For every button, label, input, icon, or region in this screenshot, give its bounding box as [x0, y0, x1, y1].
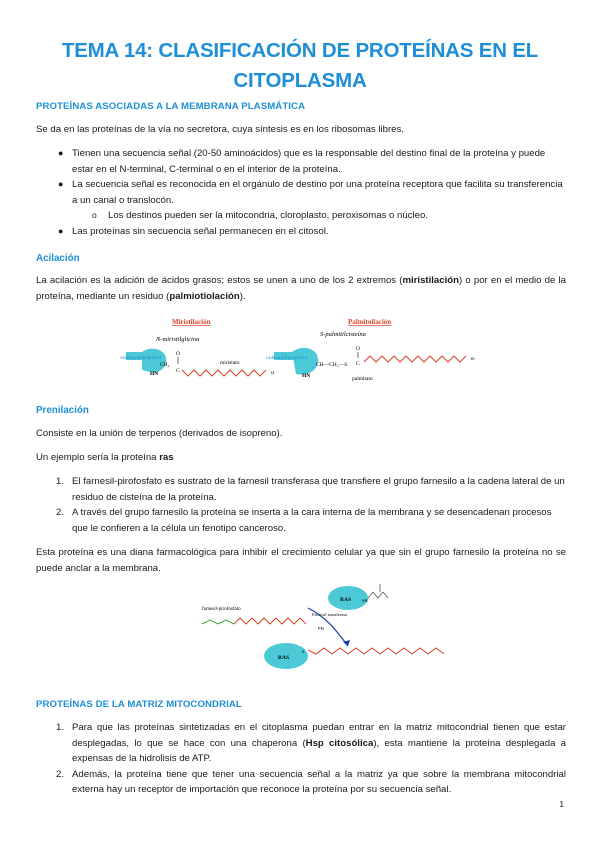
numbered-list-prenilacion: [36, 474, 566, 536]
pyrophosphate-shape: [202, 620, 234, 624]
list-item: 2. A través del grupo farnesilo la proteína se inserta a la cara interna de la membrana y se desencadenan procesos que le confieren a la célula un fenotipo canceroso.: [56, 507, 552, 534]
miristilacion-title: Miristilación: [172, 318, 211, 326]
enzyme-label: Farnesil transferasa: [312, 612, 348, 617]
page-title: TEMA 14: CLASIFICACIÓN DE PROTEÍNAS EN EL CITOPLASMA: [61, 39, 539, 92]
paragraph-prenilacion-1: Consiste en la unión de terpenos (derivados de isopreno).: [36, 428, 283, 439]
ppi-label: PPi: [318, 626, 325, 631]
paragraph-prenilacion-2: Un ejemplo sería la proteína ras: [36, 452, 174, 463]
bullet-list-membrana: [36, 146, 566, 239]
acylation-figure: [120, 312, 490, 392]
n16-label: 16: [470, 356, 475, 361]
palmitate-chain-shape: [364, 356, 466, 362]
circle-bullet-icon: o: [92, 210, 97, 220]
section-heading-membrana: PROTEÍNAS ASOCIADAS A LA MEMBRANA PLASMÁTICA: [36, 101, 306, 112]
o-left-label: O: [176, 351, 180, 357]
page-number: 1: [559, 800, 564, 809]
list-item: 1. Para que las proteínas sintetizadas en el citoplasma puedan entrar en la matriz mitocondrial tienen que estar desplegadas, lo que se hace con una chaperona (Hsp citosólica), esta mantiene la proteína desplegada a expensas de la hidrolisis de ATP.: [56, 722, 567, 764]
ch2-left-label: CH₂: [160, 362, 170, 368]
section-heading-matriz: PROTEÍNAS DE LA MATRIZ MITOCONDRIAL: [36, 699, 242, 710]
ras-top-label: RAS: [340, 597, 352, 603]
prenylation-figure: [198, 578, 478, 672]
subheading-acilacion: Acilación: [36, 253, 80, 264]
farnesyl-chain-bottom-shape: [308, 648, 444, 654]
s-label: S: [302, 649, 305, 654]
bond-right-label: CH—CH₂—S: [316, 362, 348, 368]
n-miristilglicina-label: N-miristilglicina: [156, 336, 200, 343]
sh-label: SH: [362, 598, 368, 603]
myristate-chain-shape: [182, 370, 266, 376]
polypeptide-chain-right-shape: [292, 348, 318, 375]
subheading-prenilacion: Prenilación: [36, 405, 89, 416]
hn-right-label: HN: [302, 373, 311, 379]
c-left-label: C: [176, 368, 180, 374]
hn-left-label: HN: [150, 371, 159, 377]
palmitoilacion-title: Palmitoilación: [348, 318, 392, 326]
farnesyl-chain-top-shape: [234, 618, 306, 624]
miristato-label: miristato: [220, 360, 240, 366]
bullet-icon: ●: [58, 225, 64, 236]
bullet-icon: ●: [58, 179, 64, 189]
paragraph-prenilacion-3: Esta proteína es una diana farmacológica para inhibir el crecimiento celular ya que sin el grupo farnesilo la proteína no se puede anclar a la membrana.: [36, 547, 566, 574]
paragraph-acilacion: La acilación es la adición de ácidos grasos; estos se unen a uno de los 2 extremos (miristilación) o por en el medio de la proteína, mediante un residuo (palmiotiolación).: [36, 275, 566, 302]
cadena-right-label: cadena polipeptídica: [266, 356, 308, 361]
list-item: 2. Además, la proteína tiene que tener una secuencia señal a la matriz ya que sobre la membrana mitocondrial externa hay un receptor de importación que reconoce la proteína por su secuencia señal.: [56, 768, 566, 795]
numbered-list-matriz: [36, 720, 566, 798]
list-item: o Los destinos pueden ser la mitocondria, cloroplasto, peroxisomas o núcleo.: [36, 208, 566, 224]
bullet-icon: ●: [58, 148, 64, 158]
o-right-label: O: [356, 346, 360, 352]
cadena-left-label: cadena polipeptídica: [120, 356, 162, 361]
s-palmitilcisteina-label: S-palmitilcisteína: [320, 331, 366, 338]
n14-label: 14: [270, 370, 275, 375]
ras-bottom-label: RAS: [278, 655, 290, 661]
list-item: ● Tienen una secuencia señal (20-50 aminoácidos) que es la responsable del destino final de la proteína y puede estar en el N-terminal, C-terminal o en el interior de la proteína.: [58, 148, 546, 175]
list-item: ● Las proteínas sin secuencia señal permanecen en el citosol.: [36, 224, 566, 240]
palmitato-label: palmitato: [352, 376, 373, 382]
list-item: ● La secuencia señal es reconocida en el orgánulo de destino por una proteína receptora que facilita su transferencia a un canal o translocón.: [58, 179, 563, 206]
list-item: 1. El farnesil-pirofosfato es sustrato de la farnesil transferasa que transfiere el grupo farnesilo a la cadena lateral de un residuo de cisteína de la proteína.: [56, 476, 565, 503]
c-right-label: C: [356, 361, 360, 367]
paragraph-intro: Se da en las proteínas de la vía no secretora, cuya síntesis es en los ribosomas libres.: [36, 124, 404, 135]
fpp-label: farnesil-pirofosfato: [202, 607, 241, 612]
